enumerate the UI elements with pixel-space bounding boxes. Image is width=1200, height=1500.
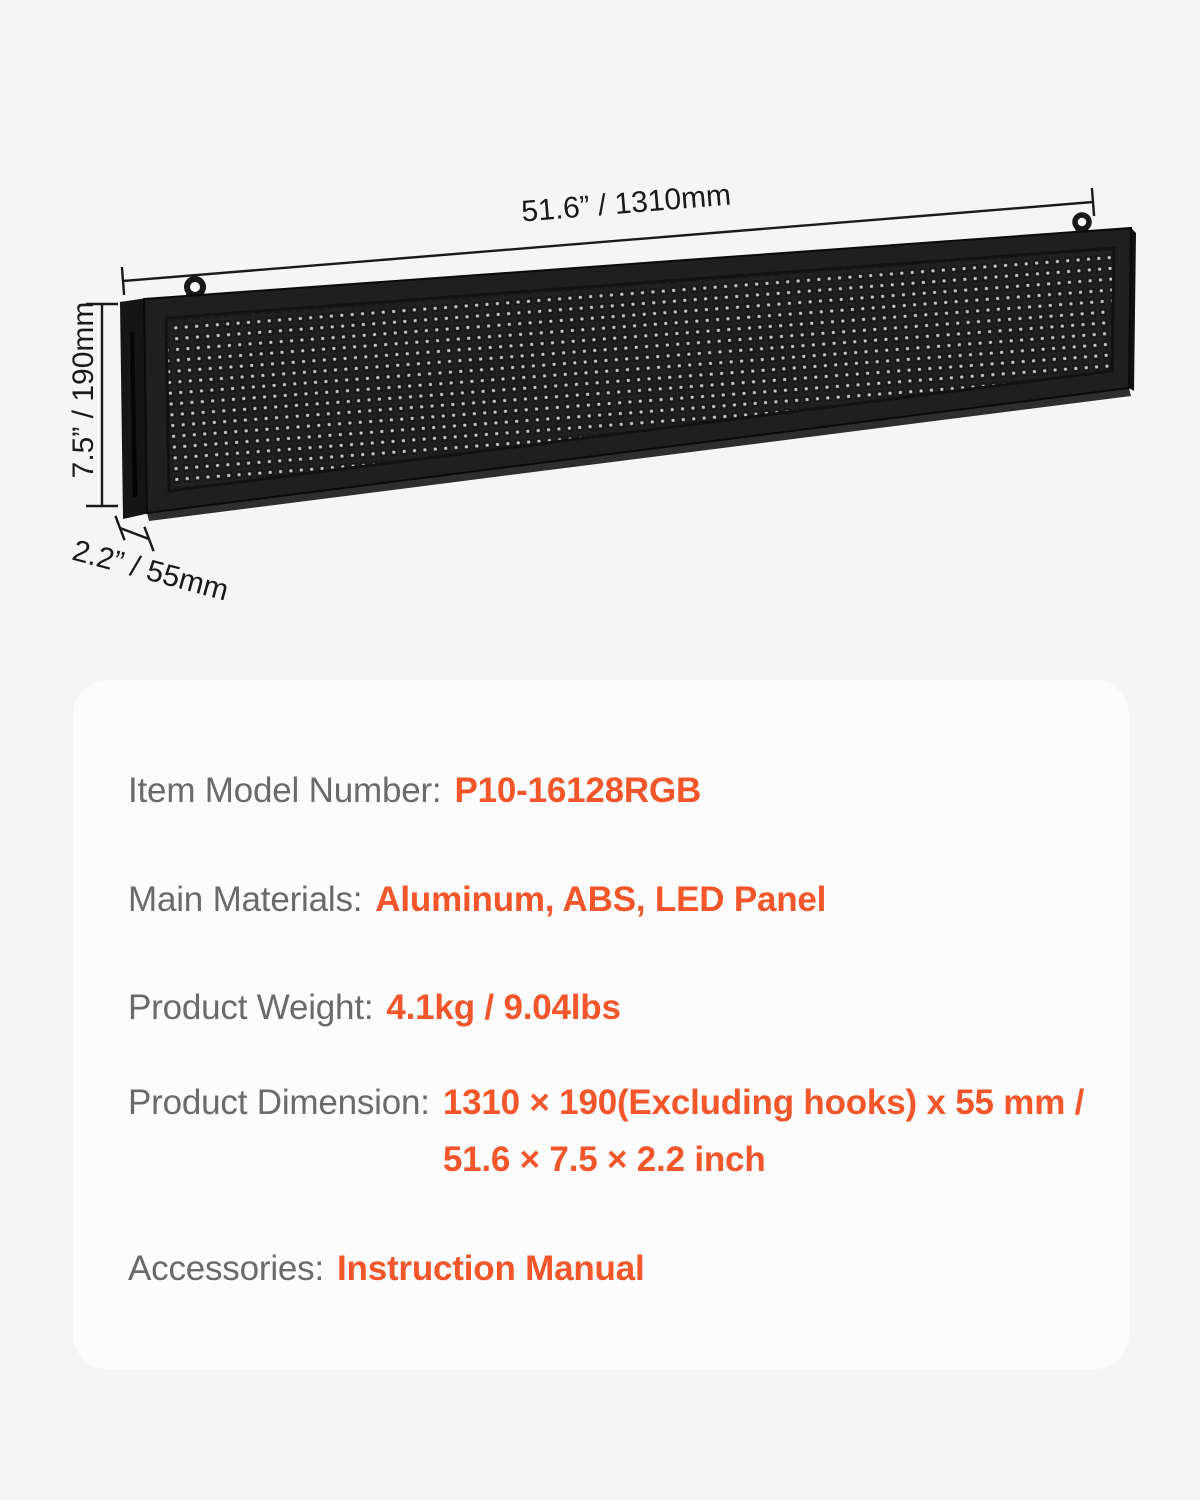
height-dimension-label: 7.5” / 190mm [67,301,100,479]
spec-value: Aluminum, ABS, LED Panel [375,880,827,919]
spec-card [73,680,1129,1369]
spec-value-line2: 51.6 × 7.5 × 2.2 inch [442,1140,766,1179]
led-sign-figure [0,0,1200,660]
spec-row-materials [128,878,826,922]
depth-dimension-label: 2.2” / 55mm [68,534,233,608]
spec-row-model-number [128,769,701,813]
spec-label: Product Weight: [128,988,374,1027]
spec-label: Item Model Number: [128,771,442,810]
spec-value: 1310 × 190(Excluding hooks) x 55 mm / [442,1083,1085,1122]
led-sign-drawing [0,0,1200,660]
spec-value: P10-16128RGB [454,771,702,810]
spec-label: Accessories: [128,1249,324,1288]
spec-row-weight [128,986,621,1030]
spec-label: Main Materials: [128,880,363,919]
spec-row-accessories [128,1247,645,1291]
spec-row-dimension [128,1081,1084,1182]
panel-side-slot [132,332,135,497]
width-dimension-label: 51.6” / 1310mm [520,178,733,229]
spec-value: Instruction Manual [337,1249,645,1288]
spec-label: Product Dimension: [128,1083,430,1122]
led-panel [120,228,1136,521]
spec-value: 4.1kg / 9.04lbs [386,988,621,1027]
spec-value-block [443,1081,1084,1182]
